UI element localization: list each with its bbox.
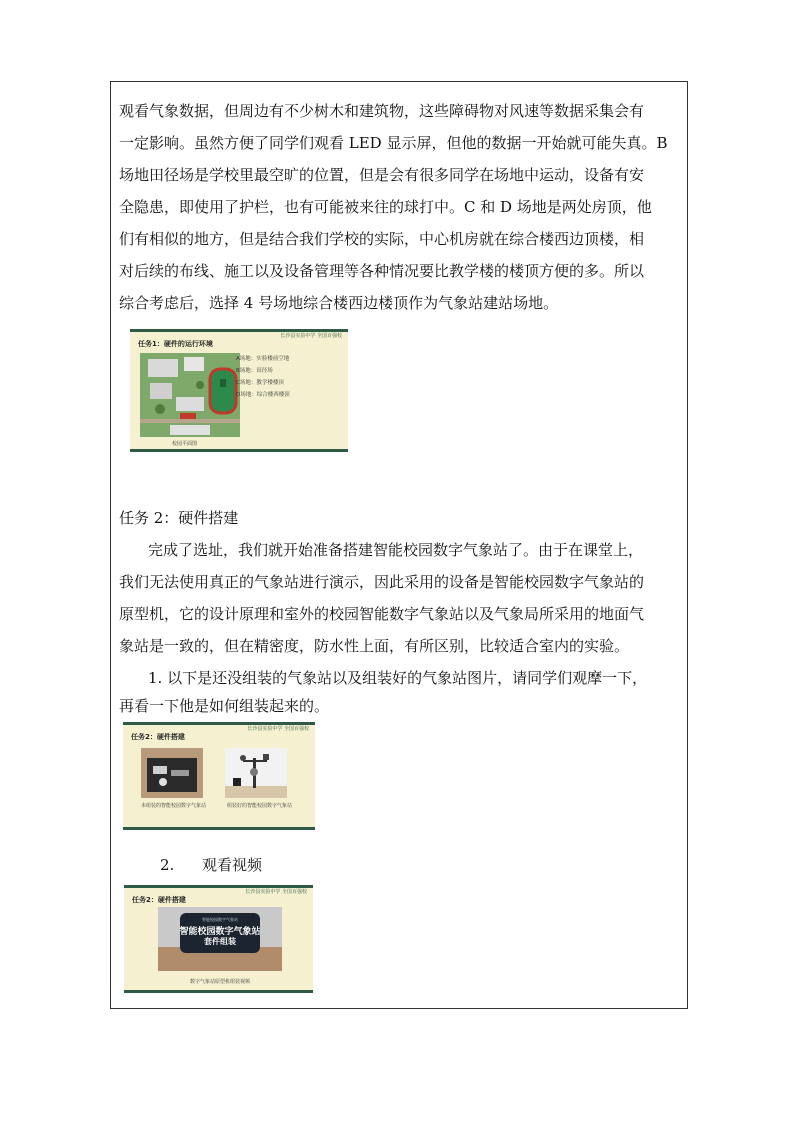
text-line: 一定影响。虽然方便了同学们观看 LED 显示屏，但他的数据一开始就可能失真。B <box>119 134 668 152</box>
school-logo: 长沙县实验中学 全国百强校 <box>280 333 342 339</box>
slide-top-bar <box>124 885 313 888</box>
caption-unassembled: 未组装的智能校园数字气象站 <box>141 803 207 809</box>
slide-title: 任务1：硬件的运行环境 <box>138 340 213 348</box>
video-caption: 数字气象站原型机组装视频 <box>190 979 251 985</box>
slide-hardware-photos <box>123 722 315 830</box>
legend-site-b: B场地：田径场 <box>236 368 273 374</box>
school-logo: 长沙县实验中学 全国百强校 <box>247 726 309 732</box>
slide-campus-map <box>130 329 348 452</box>
video-subtitle: 智能校园数字气象站 <box>202 917 238 922</box>
site-legend <box>236 353 290 401</box>
map-caption: 校园平面图 <box>172 441 198 447</box>
text-line: 我们无法使用真正的气象站进行演示，因此采用的设备是智能校园数字气象站的 <box>119 573 645 591</box>
list-label: 观看视频 <box>202 856 263 874</box>
text-line: 场地田径场是学校里最空旷的位置，但是会有很多同学在场地中运动，设备有安 <box>119 166 645 184</box>
text-line: 全隐患，即使用了护栏，也有可能被来往的球打中。C 和 D 场地是两处房顶，他 <box>119 198 652 216</box>
slide-title: 任务2：硬件搭建 <box>132 896 186 904</box>
list-number: 2. <box>160 856 175 874</box>
text-line: 对后续的布线、施工以及设备管理等各种情况要比教学楼的楼顶方便的多。所以 <box>119 262 645 280</box>
legend-site-c: C场地：教学楼楼顶 <box>236 380 284 386</box>
video-title-line1: 智能校园数字气象站 <box>179 927 261 937</box>
school-logo: 长沙县实验中学 全国百强校 <box>245 889 307 895</box>
text-line: 们有相似的地方，但是结合我们学校的实际，中心机房就在综合楼西边顶楼，相 <box>119 230 645 248</box>
assembled-station-photo <box>225 748 287 798</box>
text-line: 再看一下他是如何组装起来的。 <box>119 697 330 715</box>
task2-heading: 任务 2：硬件搭建 <box>119 509 239 527</box>
video-title-line2: 套件组装 <box>204 937 236 946</box>
campus-map-image <box>140 353 240 437</box>
legend-site-d: D场地：综合楼西楼顶 <box>236 392 290 398</box>
text-line: 1. 以下是还没组装的气象站以及组装好的气象站图片，请同学们观摩一下， <box>148 669 648 687</box>
text-line: 综合考虑后，选择 4 号场地综合楼西边楼顶作为气象站建站场地。 <box>119 294 559 312</box>
unassembled-station-photo <box>141 748 203 798</box>
legend-site-a: A场地：实验楼前空地 <box>236 356 290 362</box>
slide-video <box>124 885 313 993</box>
slide-title: 任务2：硬件搭建 <box>131 733 185 741</box>
text-line: 观看气象数据，但周边有不少树木和建筑物，这些障碍物对风速等数据采集会有 <box>119 102 645 120</box>
text-line: 原型机，它的设计原理和室外的校园智能数字气象站以及气象局所采用的地面气 <box>119 605 645 623</box>
text-line: 象站是一致的，但在精密度，防水性上面，有所区别，比较适合室内的实验。 <box>119 637 630 655</box>
video-thumbnail[interactable] <box>158 907 282 971</box>
text-line: 完成了选址，我们就开始准备搭建智能校园数字气象站了。由于在课堂上， <box>148 541 644 559</box>
slide-top-bar <box>123 722 315 725</box>
caption-assembled: 组装好的智能校园数字气象站 <box>227 803 293 809</box>
slide-top-bar <box>130 329 348 332</box>
